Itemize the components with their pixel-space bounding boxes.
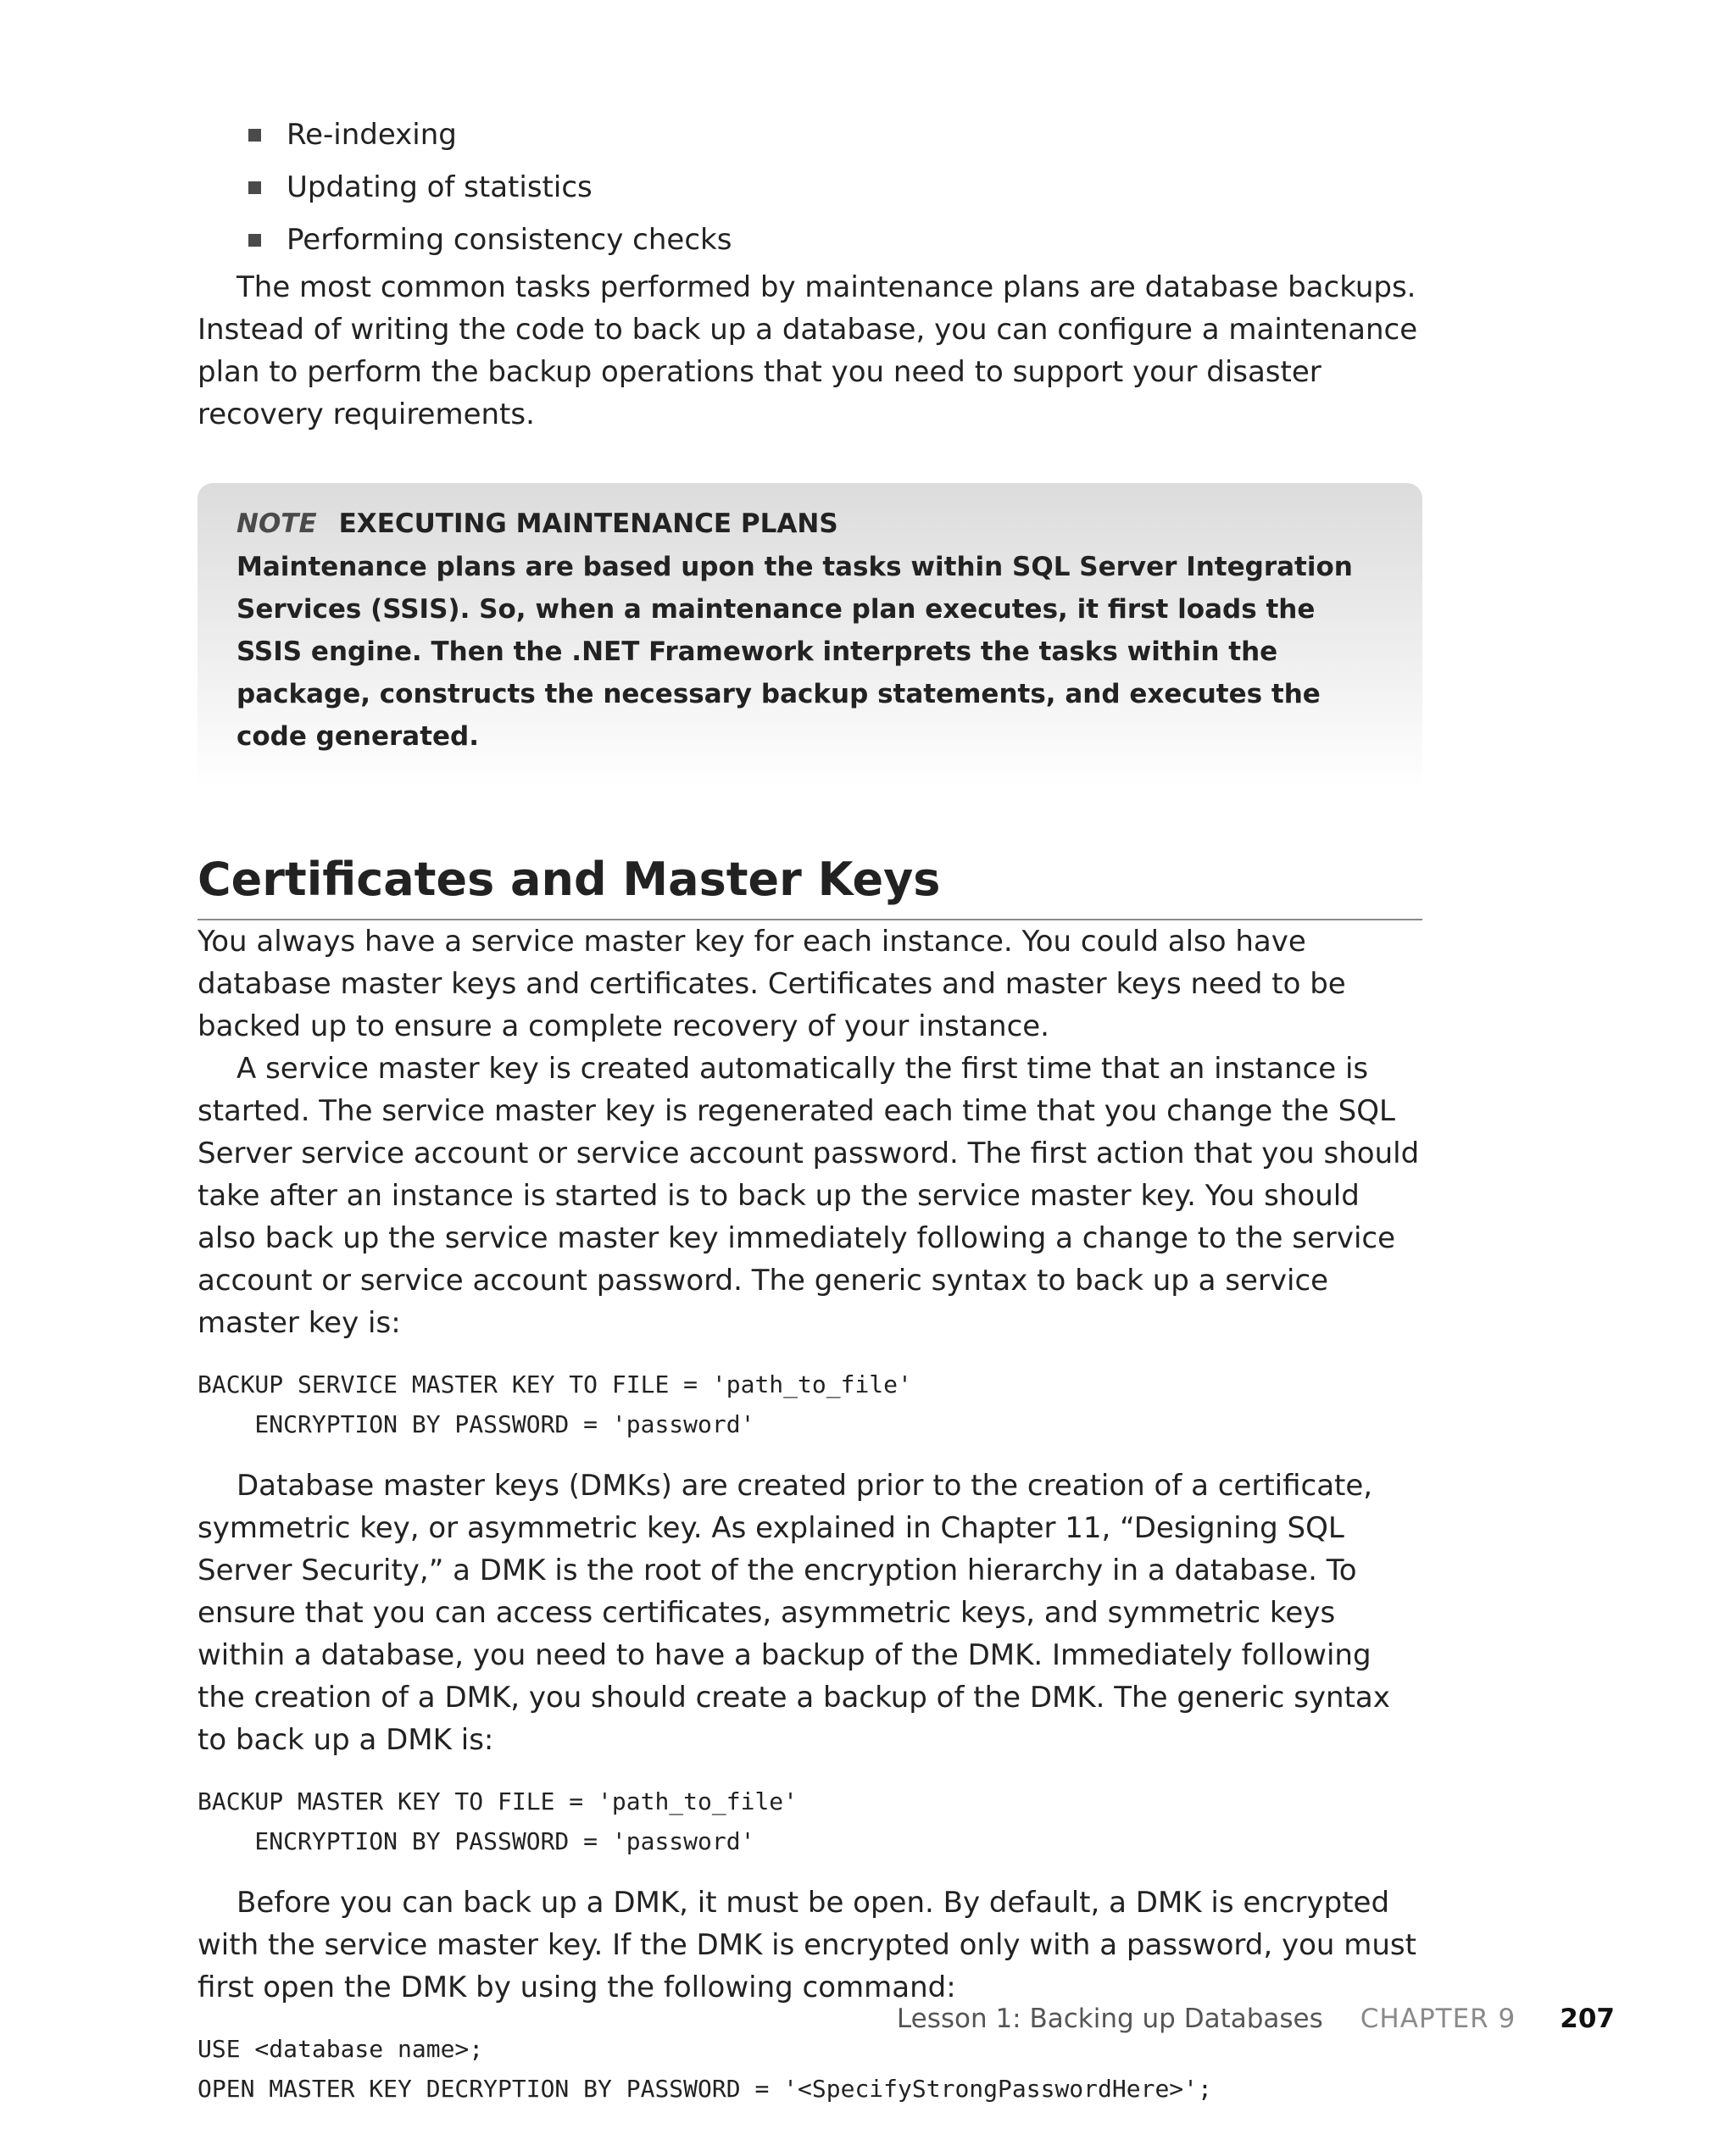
- code-block: BACKUP SERVICE MASTER KEY TO FILE = 'path_to_file' ENCRYPTION BY PASSWORD = 'password': [198, 1370, 912, 1438]
- section-heading: Certificates and Master Keys: [198, 849, 1422, 920]
- square-bullet-icon: [248, 234, 261, 247]
- bullet-text: Updating of statistics: [287, 170, 593, 204]
- note-header: [236, 502, 1383, 546]
- bullet-text: Performing consistency checks: [287, 223, 732, 257]
- list-item: [198, 108, 1422, 161]
- code-block: BACKUP MASTER KEY TO FILE = 'path_to_file' ENCRYPTION BY PASSWORD = 'password': [198, 1787, 798, 1855]
- paragraph: Database master keys (DMKs) are created prior to the creation of a certificate, symmetric key, or asymmetric key. As explained in Chapter 11, “Designing SQL Server Security,” a DMK is the root of the encryption hierarchy in a database. To ensure that you can access certificates, asymmetric keys, and symmetric keys within a database, you need to have a backup of the DMK. Immediately following the creation of a DMK, you should create a backup of the DMK. The generic syntax to back up a DMK is:: [198, 1469, 1390, 1757]
- square-bullet-icon: [248, 181, 261, 194]
- page-number: 207: [1560, 2004, 1615, 2034]
- paragraph: A service master key is created automatically the first time that an instance is started. The service master key is regenerated each time that you change the SQL Server service account or service account password. The first action that you should take after an instance is started is to back up the service master key. You should also back up the service master key immediately following a change to the service account or service account password. The generic syntax to back up a service master key is:: [198, 1052, 1420, 1340]
- note-tag: NOTE: [236, 509, 317, 539]
- note-title: EXECUTING MAINTENANCE PLANS: [338, 509, 838, 539]
- footer-chapter: CHAPTER 9: [1360, 2004, 1516, 2034]
- paragraph: Before you can back up a DMK, it must be open. By default, a DMK is encrypted with the service master key. If the DMK is encrypted only with a password, you must first open the DMK by using the following command:: [198, 1886, 1416, 2004]
- code-block: USE <database name>; OPEN MASTER KEY DECRYPTION BY PASSWORD = '<SpecifyStrongPasswordHere>';: [198, 2035, 1212, 2103]
- page-footer: [897, 2000, 1615, 2037]
- list-item: [198, 214, 1422, 266]
- page-content: [198, 108, 1422, 2129]
- note-box: [198, 483, 1422, 788]
- bullet-text: Re-indexing: [287, 118, 457, 152]
- list-item: [198, 161, 1422, 214]
- footer-lesson: Lesson 1: Backing up Databases: [896, 2004, 1323, 2034]
- intro-paragraph: The most common tasks performed by maintenance plans are database backups. Instead of writing the code to back up a database, you can configure a maintenance plan to perform the backup operations that you need to support your disaster recovery requirements.: [198, 270, 1418, 431]
- square-bullet-icon: [248, 129, 261, 142]
- bullet-list: [198, 108, 1422, 266]
- paragraph: You always have a service master key for each instance. You could also have database master keys and certificates. Certificates and master keys need to be backed up to ensure a complete recovery of your instance.: [198, 925, 1346, 1043]
- note-body: Maintenance plans are based upon the tasks within SQL Server Integration Services (SSIS). So, when a maintenance plan executes, it first loads the SSIS engine. Then the .NET Framework interprets the tasks within the package, constructs the necessary backup statements, and executes the code generated.: [236, 552, 1353, 752]
